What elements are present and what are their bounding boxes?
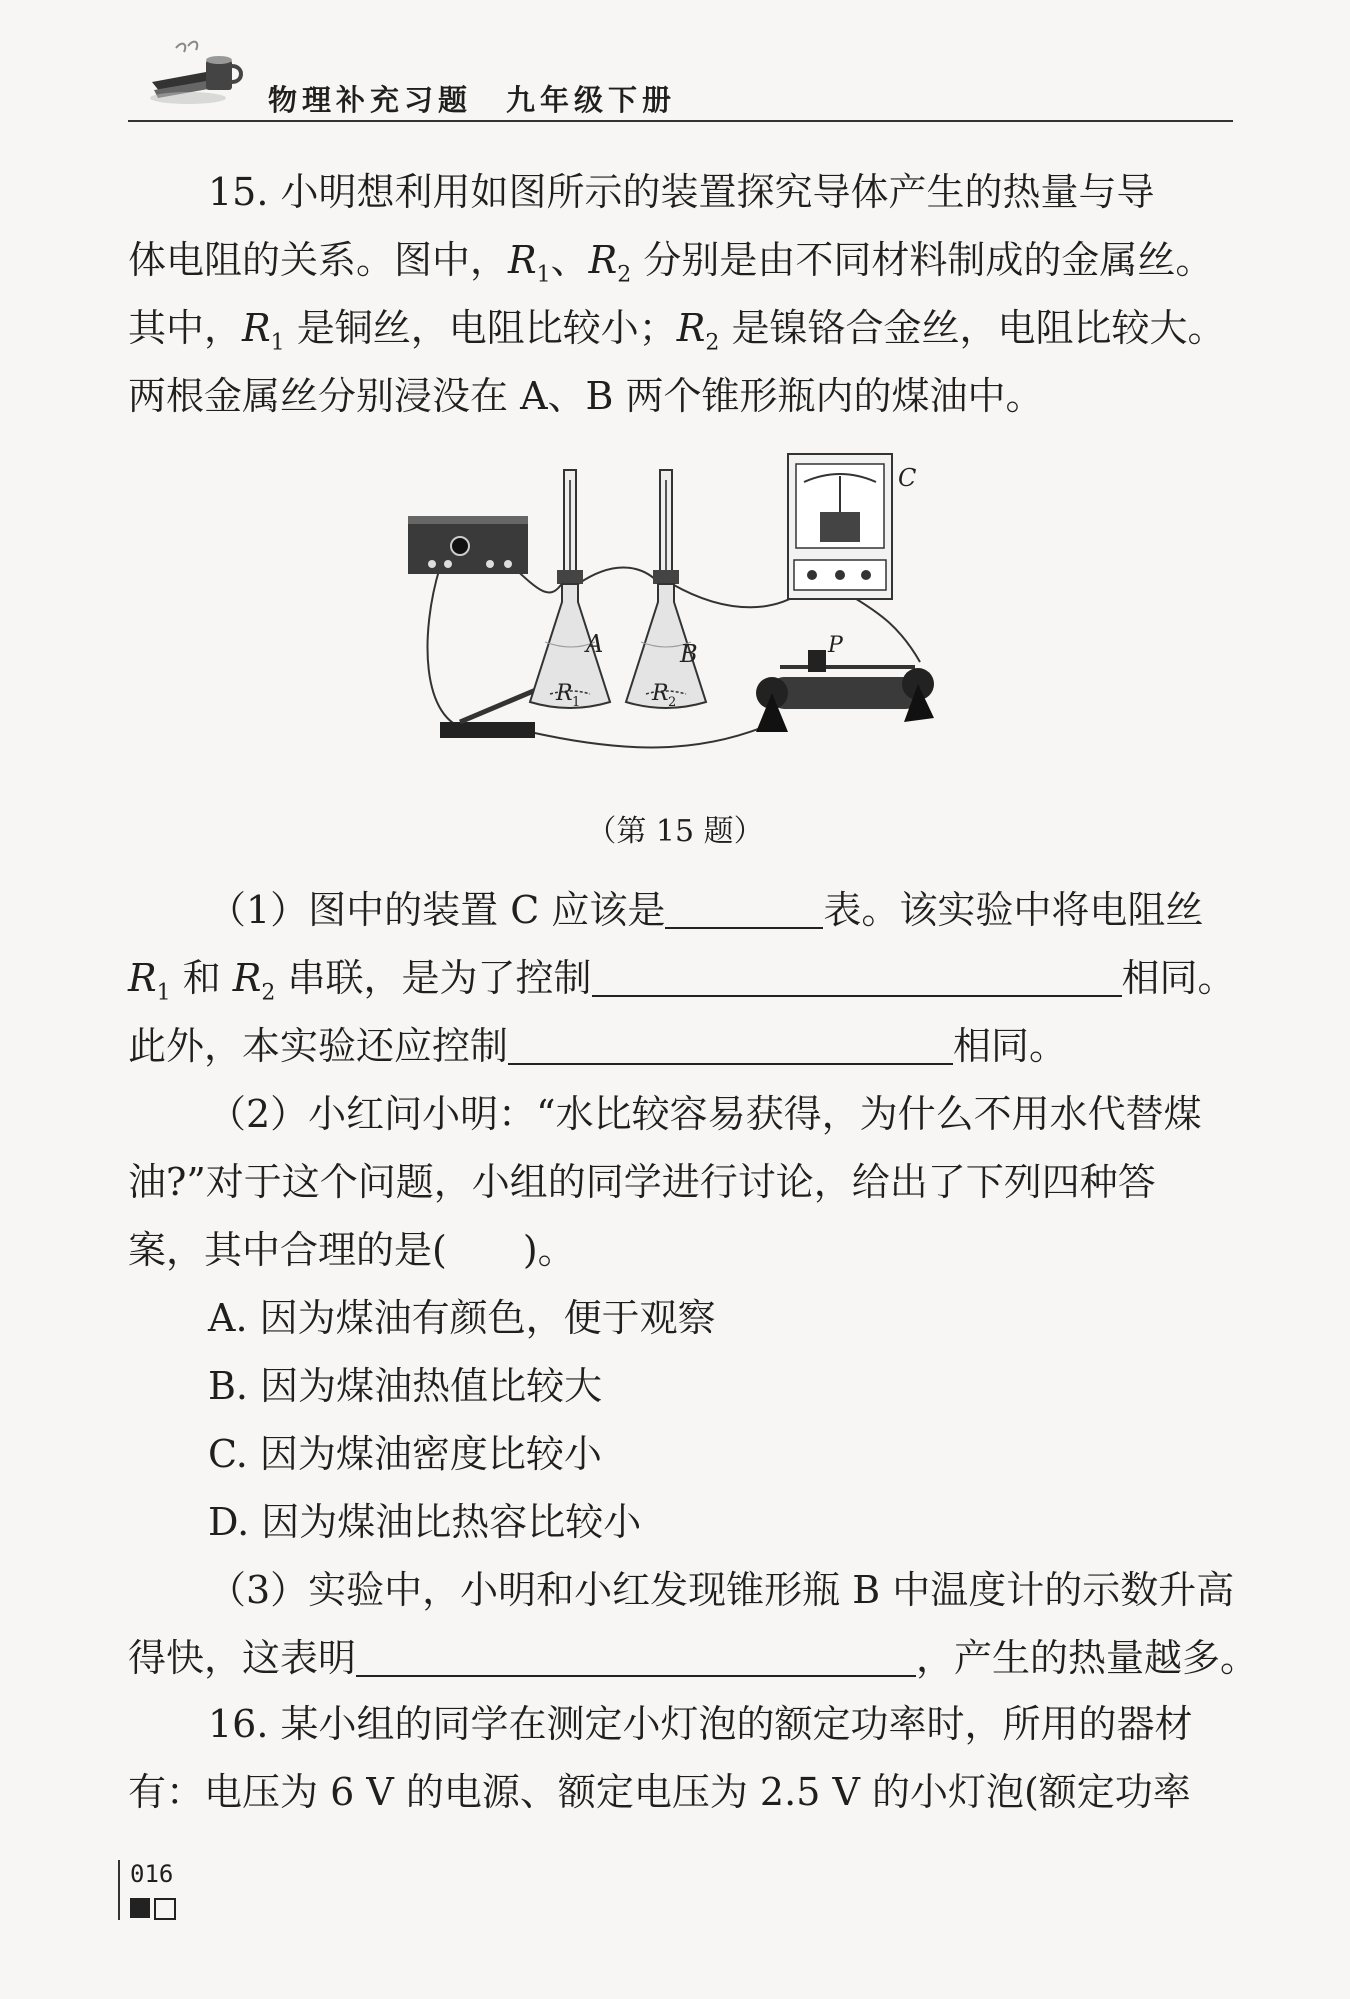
question-16-stem (128, 1690, 1233, 1826)
experiment-figure (400, 452, 960, 757)
option-d[interactable]: D. 因为煤油比热容比较小 (208, 1500, 642, 1544)
q15-1-line-3: 此外，本实验还应控制 相同。 (128, 1012, 1233, 1080)
q16-line-2: 有：电压为 6 V 的电源、额定电压为 2.5 V 的小灯泡(额定功率 (128, 1770, 1191, 1814)
page-number: 016 (130, 1860, 174, 1888)
q15-3-line-1: （3）实验中，小明和小红发现锥形瓶 B 中温度计的示数升高 (208, 1568, 1235, 1612)
book-and-cup-icon (148, 38, 248, 112)
header-rule (128, 120, 1233, 122)
answer-blank-3[interactable] (508, 1019, 953, 1065)
q15-2-line-2: 油?”对于这个问题，小组的同学进行讨论，给出了下列四种答 (128, 1160, 1156, 1204)
answer-blank-4[interactable] (356, 1631, 916, 1677)
q15-line-2: 体电阻的关系。图中，$R_1$、$R_2$ 分别是由不同材料制成的金属丝。 (128, 238, 1214, 288)
rheostat (756, 650, 934, 732)
q15-2-line-1: （2）小红问小明：“水比较容易获得，为什么不用水代替煤 (208, 1092, 1202, 1136)
q15-2-line-3: 案，其中合理的是( )。 (128, 1228, 576, 1272)
label-p: P (828, 633, 843, 658)
option-a[interactable]: A. 因为煤油有颜色，便于观察 (208, 1296, 716, 1340)
question-15-stem (128, 158, 1233, 430)
filled-square-icon (130, 1898, 150, 1918)
label-r2-sub: 2 (668, 695, 677, 710)
q15-line-4: 两根金属丝分别浸没在 A、B 两个锥形瓶内的煤油中。 (128, 374, 1044, 418)
question-15-part-2 (128, 1080, 1233, 1556)
q16-line-1: 16. 某小组的同学在测定小灯泡的额定功率时，所用的器材 (208, 1702, 1193, 1746)
power-supply (408, 516, 528, 574)
answer-blank-1[interactable] (665, 883, 823, 929)
page-footer (118, 1860, 198, 1960)
label-a: A (586, 630, 604, 658)
label-b: B (680, 640, 698, 668)
flask-b (626, 470, 706, 708)
meter-c (788, 454, 892, 599)
flask-a (530, 470, 610, 708)
q15-3-line-2: 得快，这表明 ，产生的热量越多。 (128, 1624, 1233, 1692)
label-r2: R (652, 681, 669, 706)
label-r1-sub: 1 (572, 695, 581, 710)
q15-line-1: 15. 小明想利用如图所示的装置探究导体产生的热量与导 (208, 170, 1155, 214)
figure-caption: （第 15 题） (586, 814, 764, 849)
q15-line-3: 其中，$R_1$ 是铜丝，电阻比较小；$R_2$ 是镍铬合金丝，电阻比较大。 (128, 306, 1226, 356)
q15-1-line-2: $R_1$ 和 $R_2$ 串联，是为了控制 相同。 (128, 944, 1233, 1012)
question-15-part-1 (128, 876, 1236, 1080)
header-title: 物理补充习题 九年级下册 (268, 83, 677, 117)
question-15-part-3 (128, 1556, 1259, 1692)
label-r1: R (556, 681, 573, 706)
option-b[interactable]: B. 因为煤油热值比较大 (208, 1364, 603, 1408)
empty-square-icon (154, 1898, 176, 1920)
page-header (128, 38, 1233, 120)
label-c: C (898, 464, 917, 492)
answer-blank-2[interactable] (592, 951, 1122, 997)
option-c[interactable]: C. 因为煤油密度比较小 (208, 1432, 602, 1476)
q15-1-line-1: （1）图中的装置 C 应该是 表。该实验中将电阻丝 (128, 876, 1233, 944)
footer-rule (118, 1860, 120, 1920)
